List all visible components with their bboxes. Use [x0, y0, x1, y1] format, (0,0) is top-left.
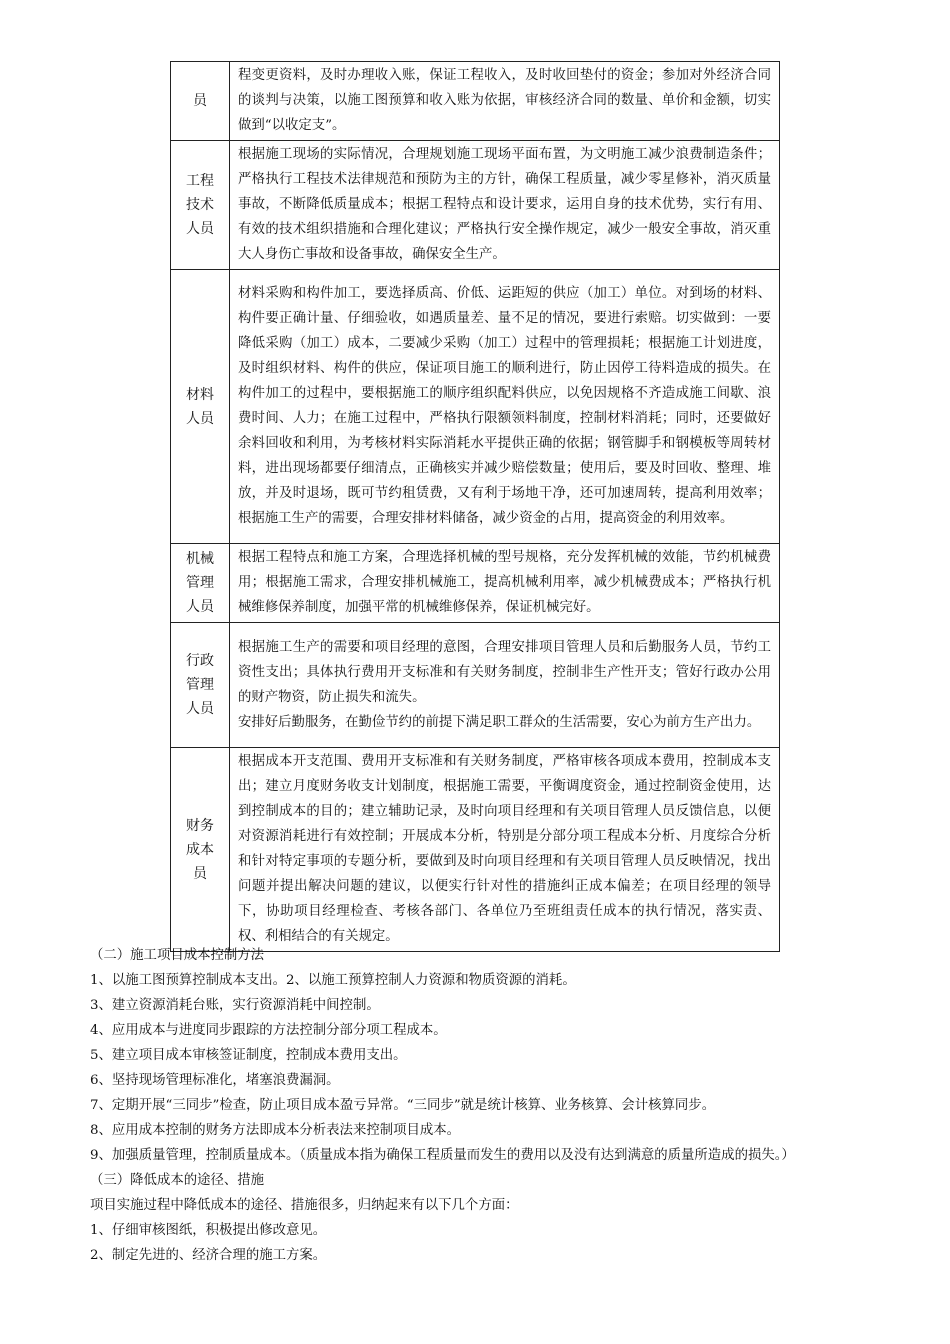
duty-cell — [230, 270, 780, 544]
duty-paragraph: 根据成本开支范围、费用开支标准和有关财务制度，严格审核各项成本费用，控制成本支出；建立月度财务收支计划制度，根据施工需要，平衡调度资金，通过控制资金使用，达到控制成本的目的；建立辅助记录，及时向项目经理和有关项目管理人员反馈信息，以便对资源消耗进行有效控制；开展成本分析，特别是分部分项工程成本分析、月度综合分析和针对特定事项的专题分析，要做到及时向项目经理和有关项目管理人员反映情况，找出问题并提出解决问题的建议，以便实行针对性的措施纠正成本偏差；在项目经理的领导下，协助项目经理检查、考核各部门、各单位乃至班组责任成本的执行情况，落实责、权、利相结合的有关规定。 — [238, 754, 771, 944]
list-item: 6、坚持现场管理标准化，堵塞浪费漏洞。 — [90, 1073, 340, 1088]
list-item: 7、定期开展“三同步”检查，防止项目成本盈亏异常。“三同步”就是统计核算、业务核算、会计核算同步。 — [90, 1098, 716, 1113]
table-row — [171, 748, 780, 952]
role-cell: 机械管理人员 — [171, 544, 230, 623]
list-item: 9、加强质量管理，控制质量成本。（质量成本指为确保工程质量而发生的费用以及没有达到满意的质量所造成的损失。） — [90, 1148, 795, 1163]
section-heading: （三）降低成本的途径、措施 — [90, 1173, 265, 1188]
list-item: 8、应用成本控制的财务方法即成本分析表法来控制项目成本。 — [90, 1123, 461, 1138]
duty-paragraph: 程变更资料，及时办理收入账，保证工程收入，及时收回垫付的资金；参加对外经济合同的谈判与决策，以施工图预算和收入账为依据，审核经济合同的数量、单价和金额，切实做到“以收定支”。 — [238, 68, 771, 133]
duty-cell — [230, 623, 780, 748]
duty-cell — [230, 141, 780, 270]
role-cell: 材料人员 — [171, 270, 230, 544]
intro-paragraph: 项目实施过程中降低成本的途径、措施很多，归纳起来有以下几个方面： — [90, 1198, 519, 1213]
duty-cell — [230, 748, 780, 952]
duty-paragraph: 根据施工现场的实际情况，合理规划施工现场平面布置，为文明施工减少浪费制造条件；严格执行工程技术法律规范和预防为主的方针，确保工程质量，减少零星修补，消灭质量事故，不断降低质量成本；根据工程特点和设计要求，运用自身的技术优势，实行有用、有效的技术组织措施和合理化建议；严格执行安全操作规定，减少一般安全事故，消灭重大人身伤亡事故和设备事故，确保安全生产。 — [238, 147, 771, 262]
role-cell: 行政管理人员 — [171, 623, 230, 748]
duty-paragraph: 根据工程特点和施工方案，合理选择机械的型号规格，充分发挥机械的效能，节约机械费用；根据施工需求，合理安排机械施工，提高机械利用率，减少机械费成本；严格执行机械维修保养制度，加强平常的机械维修保养，保证机械完好。 — [238, 550, 771, 615]
table-row — [171, 544, 780, 623]
responsibility-table — [170, 61, 780, 952]
duty-paragraph: 安排好后勤服务，在勤俭节约的前提下满足职工群众的生活需要，安心为前方生产出力。 — [238, 714, 761, 730]
list-item: 3、建立资源消耗台账，实行资源消耗中间控制。 — [90, 998, 380, 1013]
list-item: 1、仔细审核图纸，积极提出修改意见。 — [90, 1223, 327, 1238]
duty-paragraph: 根据施工生产的需要和项目经理的意图，合理安排项目管理人员和后勤服务人员，节约工资性支出；具体执行费用开支标准和有关财务制度，控制非生产性开支；管好行政办公用的财产物资，防止损失和流失。 — [238, 639, 771, 705]
section-heading: （二）施工项目成本控制方法 — [90, 948, 265, 963]
role-cell: 工程技术人员 — [171, 141, 230, 270]
list-item: 2、制定先进的、经济合理的施工方案。 — [90, 1248, 327, 1263]
role-cell: 员 — [171, 62, 230, 141]
table-row — [171, 270, 780, 544]
duty-cell — [230, 544, 780, 623]
role-cell: 财务成本员 — [171, 748, 230, 952]
duty-cell — [230, 62, 780, 141]
list-item: 1、以施工图预算控制成本支出。2、以施工预算控制人力资源和物质资源的消耗。 — [90, 973, 576, 988]
duty-paragraph: 材料采购和构件加工，要选择质高、价低、运距短的供应（加工）单位。对到场的材料、构件要正确计量、仔细验收，如遇质量差、量不足的情况，要进行索赔。切实做到：一要降低采购（加工）成本，二要减少采购（加工）过程中的管理损耗；根据施工计划进度，及时组织材料、构件的供应，保证项目施工的顺利进行，防止因停工待料造成的损失。在构件加工的过程中，要根据施工的顺序组织配料供应，以免因规格不齐造成施工间歇、浪费时间、人力；在施工过程中，严格执行限额领料制度，控制材料消耗；同时，还要做好余料回收和利用，为考核材料实际消耗水平提供正确的依据；钢管脚手和钢模板等周转材料，进出现场都要仔细清点，正确核实并减少赔偿数量；使用后，要及时回收、整理、堆放，并及时退场，既可节约租赁费，又有利于场地干净，还可加速周转，提高利用效率；根据施工生产的需要，合理安排材料储备，减少资金的占用，提高资金的利用效率。 — [238, 286, 771, 526]
list-item: 4、应用成本与进度同步跟踪的方法控制分部分项工程成本。 — [90, 1023, 447, 1038]
list-item: 5、建立项目成本审核签证制度，控制成本费用支出。 — [90, 1048, 407, 1063]
table-row — [171, 623, 780, 748]
table-row — [171, 62, 780, 141]
table-row — [171, 141, 780, 270]
